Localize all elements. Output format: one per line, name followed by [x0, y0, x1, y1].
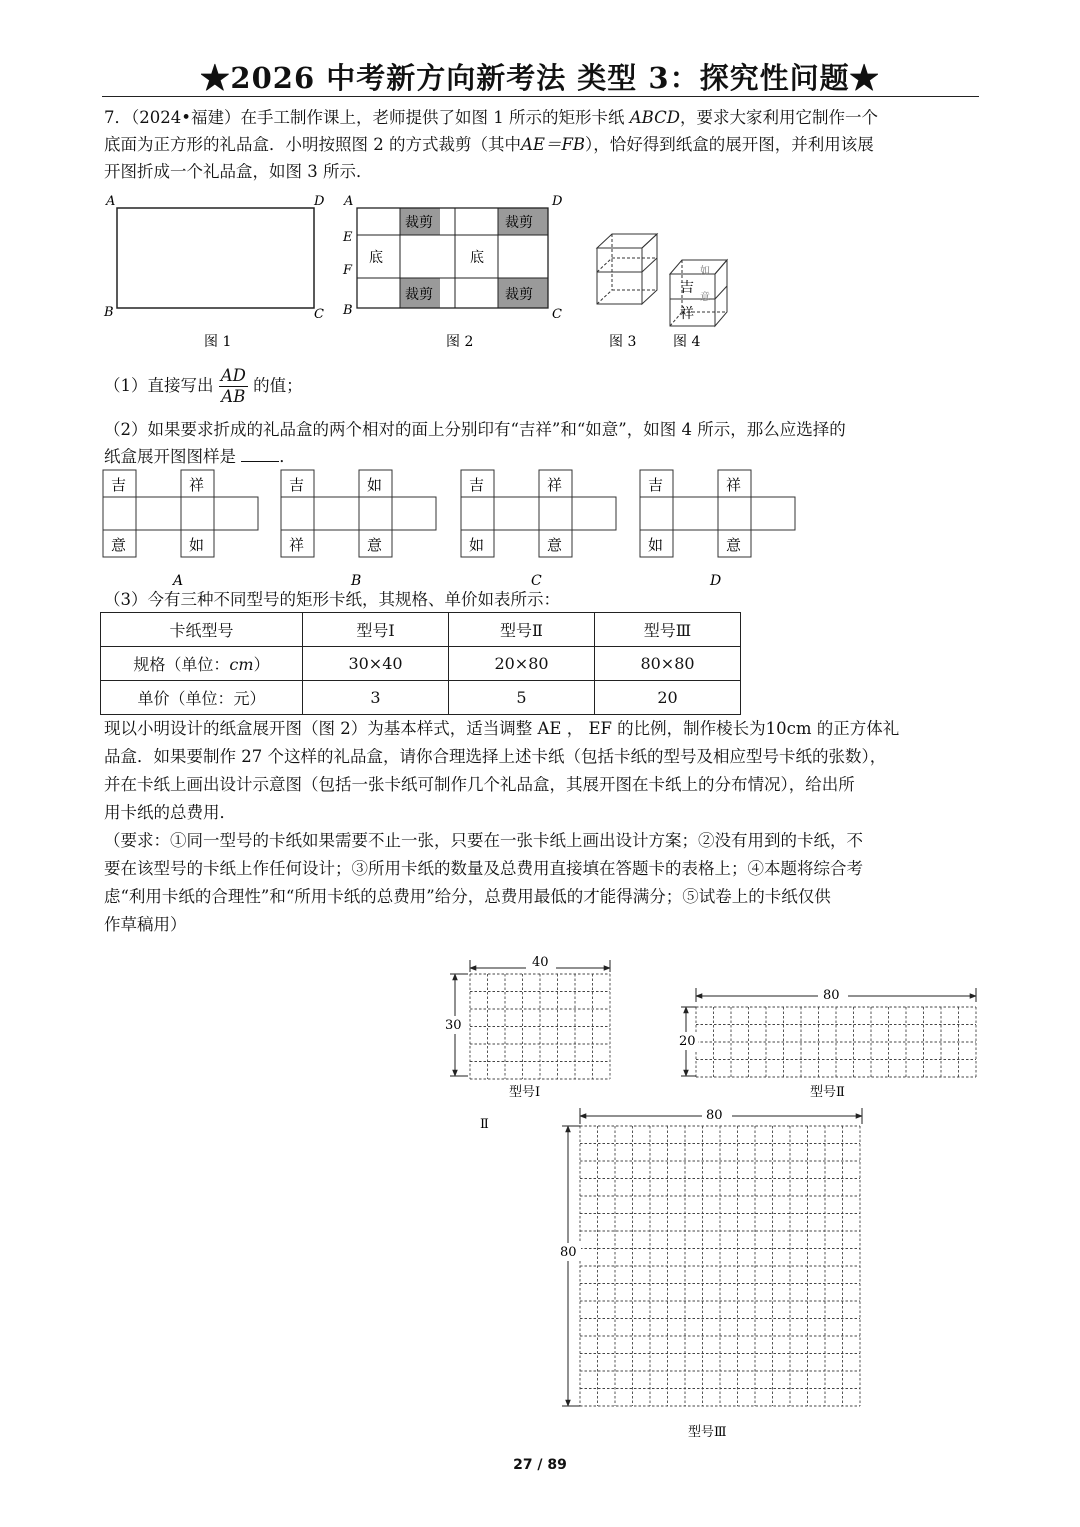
abcd-label: ABCD [629, 108, 680, 127]
q3-body-line: （要求：①同一型号的卡纸如果需要不止一张，只要在一张卡纸上画出设计方案；②没有用到的卡纸，不 [104, 831, 863, 850]
q1-suffix: 的值； [253, 376, 303, 395]
q3-body-line: 现以小明设计的纸盒展开图（图 2）为基本样式，适当调整 AE ， EF 的比例，制作棱长为10cm 的正方体礼 [104, 719, 900, 738]
q3-body [104, 715, 980, 939]
title-rule [102, 96, 979, 97]
problem-number: 7． [104, 108, 131, 127]
fig4-ji: 吉 [680, 280, 694, 296]
option-c-bl: 如 [469, 536, 485, 554]
fig2-base-2: 底 [470, 250, 484, 266]
option-a-tl: 吉 [111, 476, 127, 494]
figure-2 [342, 194, 563, 350]
fig1-label-b: B [104, 305, 114, 320]
table-cell: 5 [449, 681, 595, 715]
fig2-label-d: D [552, 194, 563, 209]
fig3-caption: 图 3 [609, 334, 637, 350]
grid1-width-label: 40 [532, 955, 549, 970]
option-b[interactable] [281, 470, 436, 588]
ae-fb-label: AE＝FB [521, 135, 586, 154]
q3-body-line: 要在该型号的卡纸上作任何设计；③所用卡纸的数量及总费用直接填在答题卡的表格上；④本题将综合考 [104, 859, 863, 878]
fig4-caption: 图 4 [673, 334, 701, 350]
page-title: ★2026 中考新方向新考法 类型 3：探究性问题★ [200, 61, 880, 95]
grid2-caption: 型号Ⅱ [810, 1085, 845, 1100]
option-d[interactable] [640, 470, 795, 588]
table-header-cell: 型号Ⅲ [595, 613, 741, 647]
fig2-caption: 图 2 [446, 334, 474, 350]
table-header-cell: 卡纸型号 [101, 613, 303, 647]
option-d-tl: 吉 [648, 476, 664, 494]
figure-4 [670, 260, 727, 350]
q3-intro: （3）今有三种不同型号的矩形卡纸，其规格、单价如表所示： [104, 590, 560, 609]
fig2-cut-4: 裁剪 [505, 287, 533, 303]
answer-blank[interactable] [241, 445, 279, 462]
fig1-label-c: C [314, 307, 324, 322]
spec-label-text: 规格（单位： [133, 655, 230, 674]
spec-unit: cm [229, 655, 254, 674]
option-a[interactable] [103, 470, 258, 588]
q3-body-line: 品盒．如果要制作 27 个这样的礼品盒，请你合理选择上述卡纸（包括卡纸的型号及相应型号卡纸的张数）， [104, 747, 887, 766]
grid2-width-label: 80 [823, 988, 840, 1003]
table-row [101, 681, 741, 715]
fig2-label-c: C [552, 307, 562, 322]
intro-text-1b: ，要求大家利用它制作一个 [679, 108, 878, 127]
q3-body-line: 虑“利用卡纸的合理性”和“所用卡纸的总费用”给分，总费用最低的才能得满分；⑤试卷上的卡纸仅供 [104, 887, 831, 906]
grid-type-1 [470, 974, 610, 1079]
intro-line-3: 开图折成一个礼品盒，如图 3 所示． [104, 162, 373, 181]
q3-body-line: 用卡纸的总费用． [104, 803, 236, 822]
grid3-caption: 型号Ⅲ [688, 1425, 727, 1440]
grid1-height-label: 30 [445, 1018, 462, 1033]
problem-intro [104, 104, 980, 185]
option-b-tl: 吉 [289, 476, 305, 494]
q3-body-line: 作草稿用） [104, 915, 187, 934]
grid-type-2 [696, 1007, 976, 1077]
grid-type-3 [580, 1126, 860, 1406]
option-c-tl: 吉 [469, 476, 485, 494]
option-d-br: 意 [726, 536, 742, 554]
question-1 [104, 362, 980, 410]
intro-text-1: 在手工制作课上，老师提供了如图 1 所示的矩形卡纸 [240, 108, 625, 127]
fig2-cut-1: 裁剪 [405, 215, 433, 231]
fig2-cut-2: 裁剪 [505, 215, 533, 231]
option-b-label: B [351, 573, 362, 588]
option-b-br: 意 [367, 536, 383, 554]
ad-ab-fraction [219, 366, 248, 407]
option-b-bl: 祥 [289, 536, 305, 554]
intro-text-2a: 底面为正方形的礼品盒．小明按照图 2 的方式裁剪（其中 [104, 135, 521, 154]
table-header-cell: 型号Ⅱ [449, 613, 595, 647]
option-c-label: C [531, 573, 542, 588]
spec-close: ） [253, 655, 270, 674]
table-cell-price-label: 单价（单位：元） [101, 681, 303, 715]
q2-options [100, 466, 800, 592]
fig4-ru: 如 [700, 266, 710, 277]
table-cell: 80×80 [595, 647, 741, 681]
frac-den: AB [221, 387, 246, 406]
fig1-label-a: A [106, 194, 116, 209]
q2-end: ． [279, 447, 296, 466]
figure-1 [103, 194, 325, 350]
page-number: 27 / 89 [513, 1457, 567, 1473]
problem-source: （2024•福建） [131, 108, 241, 127]
grid1-caption: 型号Ⅰ [509, 1085, 541, 1100]
table-row [101, 647, 741, 681]
fig2-label-a: A [344, 194, 354, 209]
table-row [101, 613, 741, 647]
option-b-tr: 如 [367, 476, 383, 494]
spec-table [100, 612, 741, 715]
fig2-label-b: B [343, 303, 353, 318]
grid3-width-label: 80 [706, 1108, 723, 1123]
stray-numeral: Ⅱ [480, 1117, 489, 1132]
option-c-tr: 祥 [547, 476, 563, 494]
fig1-label-d: D [314, 194, 325, 209]
fig2-base-1: 底 [369, 250, 383, 266]
q1-prefix: （1）直接写出 [104, 376, 214, 395]
table-cell-spec-label [101, 647, 303, 681]
option-c-br: 意 [547, 536, 563, 554]
figures-row [100, 188, 750, 364]
fig1-caption: 图 1 [204, 334, 232, 350]
option-d-bl: 如 [648, 536, 664, 554]
fig4-xiang: 祥 [680, 306, 694, 322]
option-a-br: 如 [189, 536, 205, 554]
option-a-tr: 祥 [189, 476, 205, 494]
fig2-cut-3: 裁剪 [405, 287, 433, 303]
option-d-tr: 祥 [726, 476, 742, 494]
fig4-yi: 意 [700, 292, 710, 303]
option-a-bl: 意 [111, 536, 127, 554]
intro-text-2b: ），恰好得到纸盒的展开图，并利用该展 [585, 135, 874, 154]
frac-num: AD [220, 366, 246, 385]
intro-line-1 [104, 104, 980, 131]
table-cell: 3 [303, 681, 449, 715]
fig2-label-e: E [343, 230, 353, 245]
option-d-label: D [710, 573, 722, 588]
option-c[interactable] [461, 470, 616, 588]
intro-line-2 [104, 131, 980, 158]
option-a-label: A [173, 573, 184, 588]
grid3-height-label: 80 [560, 1245, 577, 1260]
q3-body-line: 并在卡纸上画出设计示意图（包括一张卡纸可制作几个礼品盒，其展开图在卡纸上的分布情况），给出所 [104, 775, 855, 794]
table-header-cell: 型号Ⅰ [303, 613, 449, 647]
fig2-label-f: F [343, 263, 353, 278]
q2-line-2-text: 纸盒展开图图样是 [104, 447, 236, 466]
figure-3 [597, 234, 657, 304]
q2-line-1: （2）如果要求折成的礼品盒的两个相对的面上分别印有“吉祥”和“如意”，如图 4 所示，那么应选择的 [104, 420, 846, 439]
table-cell: 20×80 [449, 647, 595, 681]
question-2 [104, 416, 980, 470]
grid-area [0, 940, 1080, 1454]
table-cell: 30×40 [303, 647, 449, 681]
table-cell: 20 [595, 681, 741, 715]
grid2-height-label: 20 [679, 1034, 696, 1049]
